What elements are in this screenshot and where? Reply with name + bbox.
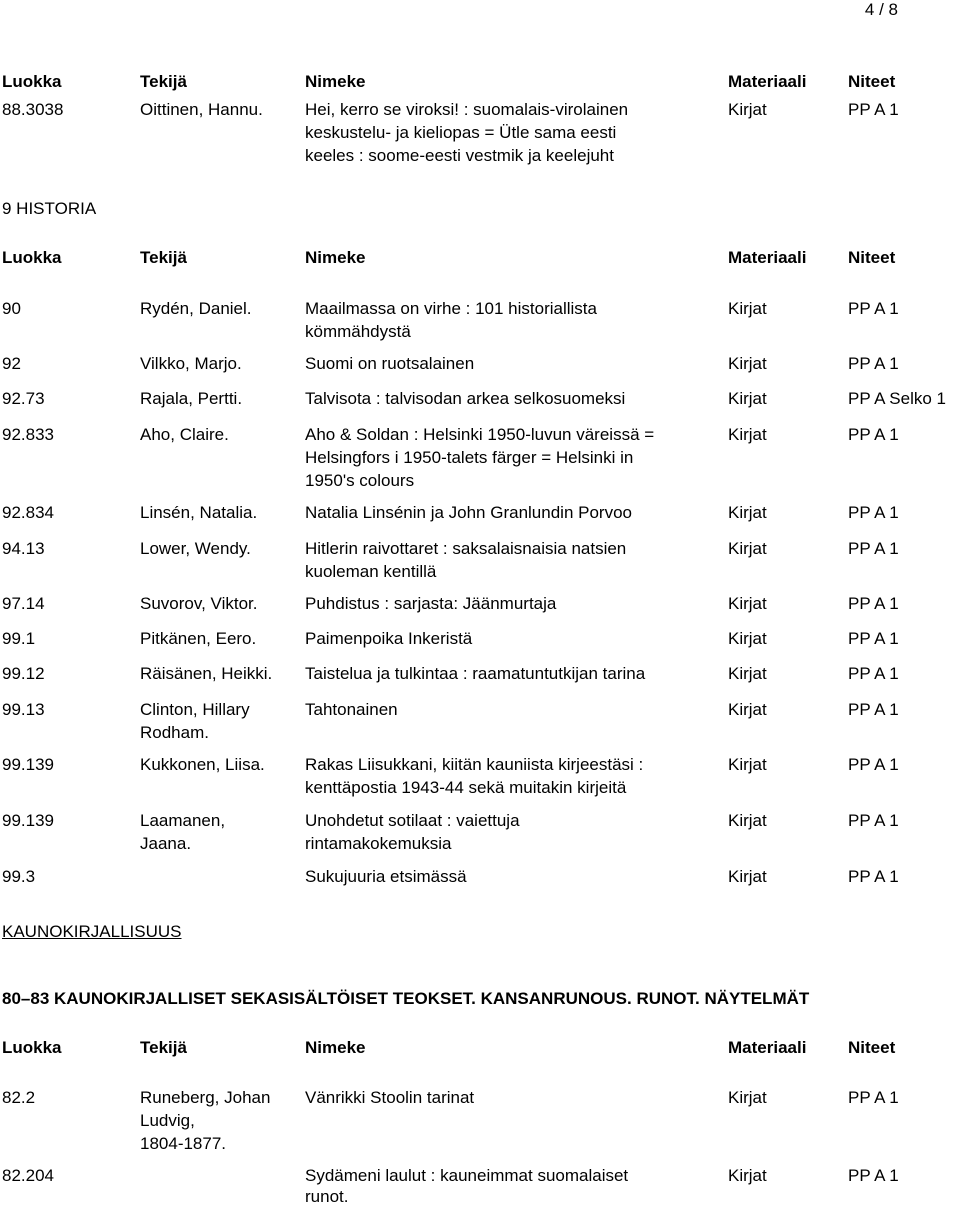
cell-luokka: 92 bbox=[2, 354, 21, 373]
header-materiaali: Materiaali bbox=[728, 1038, 807, 1057]
cell-niteet: PP A 1 bbox=[848, 299, 899, 318]
cell-luokka: 82.204 bbox=[2, 1166, 54, 1185]
table-row bbox=[2, 698, 960, 742]
cell-nimeke: Tahtonainen bbox=[305, 700, 398, 719]
table-header bbox=[2, 1036, 960, 1059]
cell-materiaali: Kirjat bbox=[728, 299, 767, 318]
cell-niteet: PP A 1 bbox=[848, 100, 899, 119]
cell-nimeke: kuoleman kentillä bbox=[305, 562, 437, 581]
cell-niteet: PP A 1 bbox=[848, 664, 899, 683]
cell-nimeke: keskustelu- ja kieliopas = Ütle sama eesti bbox=[305, 123, 617, 142]
table-row bbox=[2, 387, 960, 410]
header-niteet: Niteet bbox=[848, 72, 896, 91]
cell-tekija: Kukkonen, Liisa. bbox=[140, 755, 265, 774]
cell-tekija: Vilkko, Marjo. bbox=[140, 354, 242, 373]
table-row bbox=[2, 297, 960, 341]
table-row bbox=[2, 1164, 960, 1206]
cell-nimeke: Puhdistus : sarjasta: Jäänmurtaja bbox=[305, 594, 557, 613]
cell-nimeke: kenttäpostia 1943-44 sekä muitakin kirjeitä bbox=[305, 778, 627, 797]
cell-luokka: 99.12 bbox=[2, 664, 45, 683]
subsection-heading: 80–83 KAUNOKIRJALLISET SEKASISÄLTÖISET TEOKSET. KANSANRUNOUS. RUNOT. NÄYTELMÄT bbox=[2, 989, 810, 1008]
cell-materiaali: Kirjat bbox=[728, 1166, 767, 1185]
header-nimeke: Nimeke bbox=[305, 1038, 366, 1057]
header-nimeke: Nimeke bbox=[305, 72, 366, 91]
cell-materiaali: Kirjat bbox=[728, 100, 767, 119]
cell-nimeke: Hitlerin raivottaret : saksalaisnaisia natsien bbox=[305, 539, 627, 558]
cell-niteet: PP A 1 bbox=[848, 629, 899, 648]
header-nimeke: Nimeke bbox=[305, 248, 366, 267]
page-number: 4 / 8 bbox=[864, 0, 898, 19]
cell-niteet: PP A 1 bbox=[848, 811, 899, 830]
cell-luokka: 92.833 bbox=[2, 425, 54, 444]
header-luokka: Luokka bbox=[2, 72, 62, 91]
cell-nimeke: Aho & Soldan : Helsinki 1950-luvun väreissä = bbox=[305, 425, 655, 444]
cell-materiaali: Kirjat bbox=[728, 389, 767, 408]
table-row bbox=[2, 809, 960, 853]
cell-nimeke: kömmähdystä bbox=[305, 322, 411, 341]
header-luokka: Luokka bbox=[2, 1038, 62, 1057]
header-materiaali: Materiaali bbox=[728, 248, 807, 267]
cell-tekija: Rodham. bbox=[140, 723, 209, 742]
cell-luokka: 90 bbox=[2, 299, 21, 318]
section-heading-historia: 9 HISTORIA bbox=[2, 199, 97, 218]
table-header bbox=[2, 70, 960, 93]
table-row bbox=[2, 753, 960, 797]
cell-tekija: 1804-1877. bbox=[140, 1134, 227, 1153]
cell-nimeke: Unohdetut sotilaat : vaiettuja bbox=[305, 811, 520, 830]
cell-nimeke: Sydämeni laulut : kauneimmat suomalaiset bbox=[305, 1166, 629, 1185]
cell-materiaali: Kirjat bbox=[728, 539, 767, 558]
cell-tekija: Jaana. bbox=[140, 834, 192, 853]
header-tekija: Tekijä bbox=[140, 248, 187, 267]
cell-nimeke: Sukujuuria etsimässä bbox=[305, 867, 467, 886]
cell-materiaali: Kirjat bbox=[728, 629, 767, 648]
cell-nimeke: Natalia Linsénin ja John Granlundin Porvoo bbox=[305, 503, 632, 522]
cell-tekija: Clinton, Hillary bbox=[140, 700, 250, 719]
cell-luokka: 92.73 bbox=[2, 389, 45, 408]
cell-materiaali: Kirjat bbox=[728, 867, 767, 886]
cell-luokka: 99.3 bbox=[2, 867, 36, 886]
table-row bbox=[2, 501, 960, 524]
cell-niteet: PP A 1 bbox=[848, 755, 899, 774]
header-luokka: Luokka bbox=[2, 248, 62, 267]
cell-niteet: PP A 1 bbox=[848, 1166, 899, 1185]
header-niteet: Niteet bbox=[848, 248, 896, 267]
table-row bbox=[2, 423, 960, 490]
cell-luokka: 92.834 bbox=[2, 503, 54, 522]
cell-nimeke: Maailmassa on virhe : 101 historiallista bbox=[305, 299, 597, 318]
cell-tekija: Räisänen, Heikki. bbox=[140, 664, 273, 683]
cell-materiaali: Kirjat bbox=[728, 664, 767, 683]
cell-niteet: PP A 1 bbox=[848, 1088, 899, 1107]
cell-niteet: PP A 1 bbox=[848, 594, 899, 613]
header-materiaali: Materiaali bbox=[728, 72, 807, 91]
cell-niteet: PP A 1 bbox=[848, 539, 899, 558]
cell-nimeke: Rakas Liisukkani, kiitän kauniista kirjeestäsi : bbox=[305, 755, 644, 774]
cell-materiaali: Kirjat bbox=[728, 755, 767, 774]
cell-luokka: 99.1 bbox=[2, 629, 36, 648]
cell-niteet: PP A 1 bbox=[848, 425, 899, 444]
cell-tekija: Rajala, Pertti. bbox=[140, 389, 243, 408]
cell-materiaali: Kirjat bbox=[728, 1088, 767, 1107]
cell-nimeke: keeles : soome-eesti vestmik ja keelejuht bbox=[305, 146, 614, 165]
cell-tekija: Lower, Wendy. bbox=[140, 539, 251, 558]
cell-tekija: Runeberg, Johan bbox=[140, 1088, 271, 1107]
cell-nimeke: Hei, kerro se viroksi! : suomalais-virolainen bbox=[305, 100, 629, 119]
cell-nimeke: Vänrikki Stoolin tarinat bbox=[305, 1088, 475, 1107]
cell-nimeke: Suomi on ruotsalainen bbox=[305, 354, 475, 373]
cell-tekija: Suvorov, Viktor. bbox=[140, 594, 258, 613]
table-row bbox=[2, 352, 960, 375]
cell-tekija: Rydén, Daniel. bbox=[140, 299, 252, 318]
cell-niteet: PP A Selko 1 bbox=[848, 389, 946, 408]
cell-nimeke: Paimenpoika Inkeristä bbox=[305, 629, 473, 648]
cell-nimeke: 1950's colours bbox=[305, 471, 415, 490]
cell-tekija: Linsén, Natalia. bbox=[140, 503, 258, 522]
cell-luokka: 99.139 bbox=[2, 811, 54, 830]
cell-tekija: Laamanen, bbox=[140, 811, 226, 830]
cell-nimeke: rintamakokemuksia bbox=[305, 834, 452, 853]
header-tekija: Tekijä bbox=[140, 1038, 187, 1057]
cell-luokka: 97.14 bbox=[2, 594, 45, 613]
table-row bbox=[2, 662, 960, 685]
cell-materiaali: Kirjat bbox=[728, 354, 767, 373]
cell-niteet: PP A 1 bbox=[848, 867, 899, 886]
cell-tekija: Ludvig, bbox=[140, 1111, 195, 1130]
cell-materiaali: Kirjat bbox=[728, 503, 767, 522]
cell-tekija: Aho, Claire. bbox=[140, 425, 229, 444]
cell-nimeke: Talvisota : talvisodan arkea selkosuomeksi bbox=[305, 389, 626, 408]
cell-luokka: 82.2 bbox=[2, 1088, 36, 1107]
table-row bbox=[2, 592, 960, 615]
table-row bbox=[2, 537, 960, 581]
cell-materiaali: Kirjat bbox=[728, 700, 767, 719]
cell-niteet: PP A 1 bbox=[848, 700, 899, 719]
cell-luokka: 94.13 bbox=[2, 539, 45, 558]
cell-nimeke: Taistelua ja tulkintaa : raamatuntutkijan tarina bbox=[305, 664, 646, 683]
section-heading-kaunokirjallisuus: KAUNOKIRJALLISUUS bbox=[2, 922, 182, 941]
cell-luokka: 88.3038 bbox=[2, 100, 64, 119]
cell-luokka: 99.139 bbox=[2, 755, 54, 774]
table-row bbox=[2, 98, 960, 165]
cell-niteet: PP A 1 bbox=[848, 503, 899, 522]
table-row bbox=[2, 1086, 960, 1153]
cell-niteet: PP A 1 bbox=[848, 354, 899, 373]
cell-tekija: Oittinen, Hannu. bbox=[140, 100, 263, 119]
header-tekija: Tekijä bbox=[140, 72, 187, 91]
table-row bbox=[2, 865, 960, 888]
cell-materiaali: Kirjat bbox=[728, 594, 767, 613]
cell-nimeke: runot. bbox=[305, 1187, 349, 1206]
cell-nimeke: Helsingfors i 1950-talets färger = Helsinki in bbox=[305, 448, 634, 467]
cell-tekija: Pitkänen, Eero. bbox=[140, 629, 257, 648]
cell-materiaali: Kirjat bbox=[728, 425, 767, 444]
header-niteet: Niteet bbox=[848, 1038, 896, 1057]
table-row bbox=[2, 627, 960, 650]
cell-luokka: 99.13 bbox=[2, 700, 45, 719]
table-header bbox=[2, 246, 960, 269]
cell-materiaali: Kirjat bbox=[728, 811, 767, 830]
